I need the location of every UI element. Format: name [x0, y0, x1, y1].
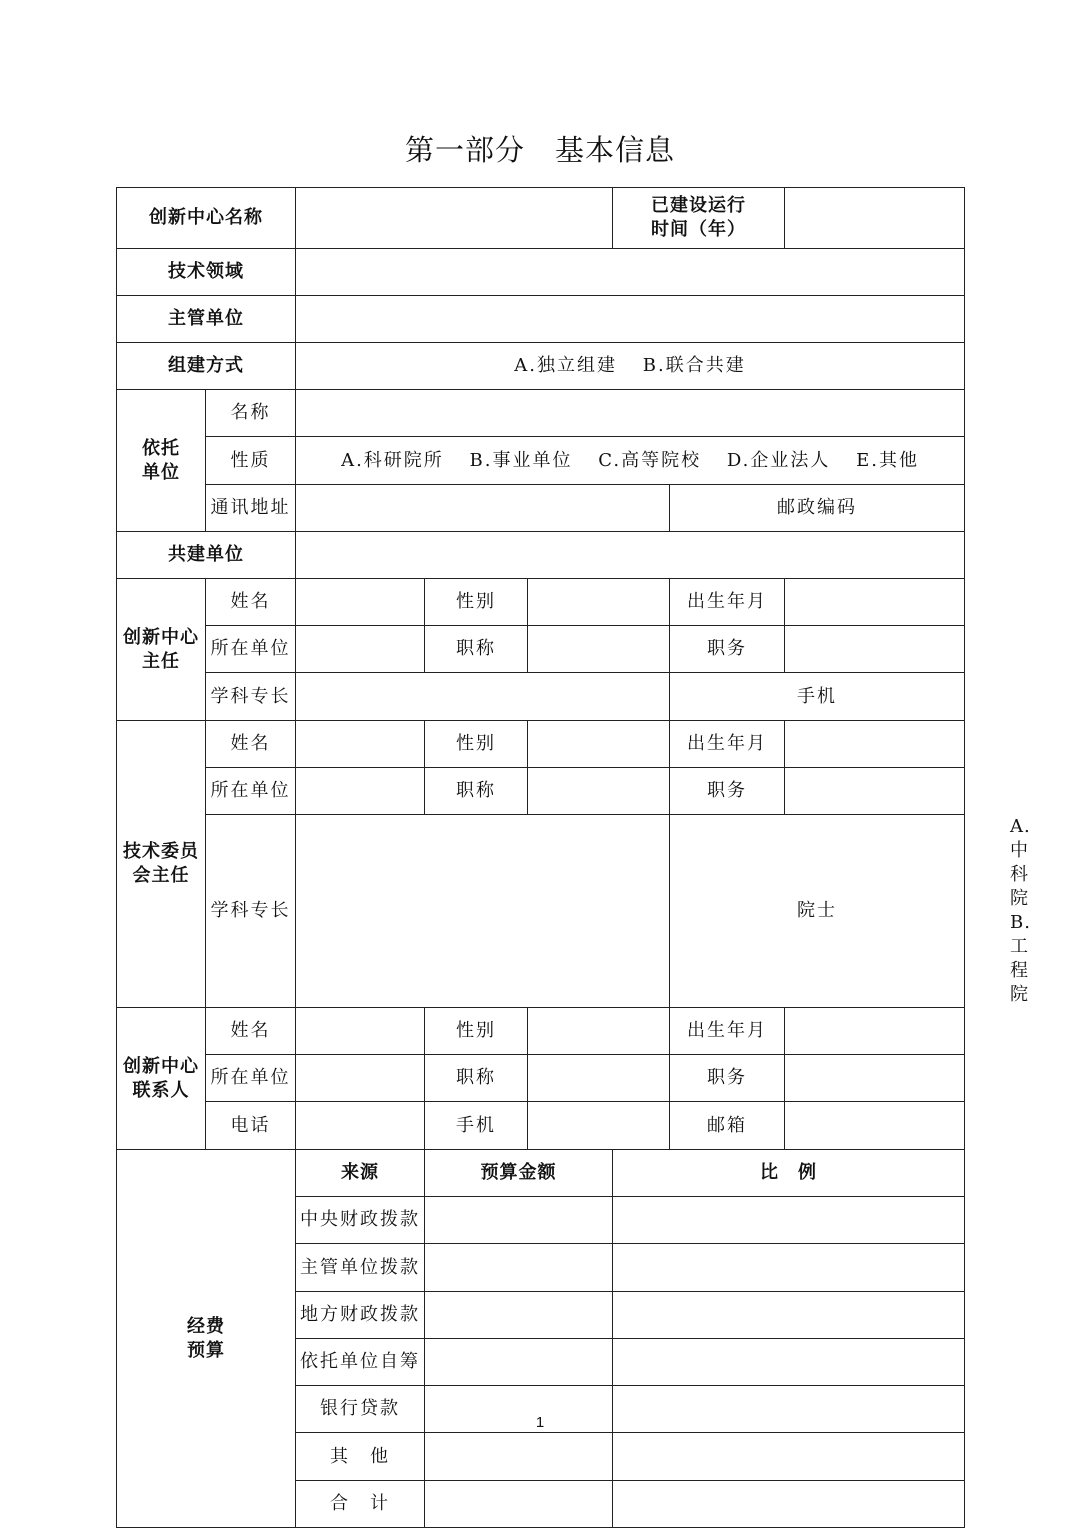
director-position-label: 职务: [670, 626, 785, 673]
contact-title-label: 职称: [425, 1055, 528, 1102]
page-title: 第一部分 基本信息: [404, 133, 675, 167]
budget-amount-field[interactable]: [425, 1197, 613, 1244]
budget-ratio-field[interactable]: [613, 1197, 965, 1244]
run-time-label: [613, 188, 785, 249]
director-gender-field[interactable]: [528, 579, 670, 626]
chair-gender-field[interactable]: [528, 721, 670, 768]
host-unit-group-label: [117, 390, 206, 532]
director-group-line1: 创新中心: [123, 626, 199, 648]
nature-option-b[interactable]: B.事业单位: [469, 449, 573, 471]
center-name-label: 创新中心名称: [117, 188, 296, 249]
director-name-label: 姓名: [206, 579, 296, 626]
contact-gender-field[interactable]: [528, 1008, 670, 1055]
build-mode-option-a[interactable]: A.独立组建: [514, 355, 618, 376]
budget-ratio-field[interactable]: [613, 1433, 965, 1481]
director-name-field[interactable]: [296, 579, 425, 626]
director-birth-label: 出生年月: [670, 579, 785, 626]
contact-email-field[interactable]: [785, 1102, 965, 1150]
contact-position-field[interactable]: [785, 1055, 965, 1102]
host-unit-group-line2: 单位: [142, 461, 180, 483]
contact-name-label: 姓名: [206, 1008, 296, 1055]
committee-chair-group-label: [117, 721, 206, 1008]
co-builder-field[interactable]: [296, 532, 965, 579]
budget-source: 合 计: [296, 1481, 425, 1528]
contact-group-line1: 创新中心: [123, 1055, 199, 1077]
budget-amount-field[interactable]: [425, 1481, 613, 1528]
budget-amount-field[interactable]: [425, 1339, 613, 1386]
director-gender-label: 性别: [425, 579, 528, 626]
chair-specialty-field[interactable]: [296, 815, 670, 1008]
run-time-label-line1: 已建设运行: [651, 195, 747, 216]
host-name-field[interactable]: [296, 390, 965, 437]
nature-option-a[interactable]: A.科研院所: [341, 449, 444, 471]
committee-chair-group-line2: 会主任: [132, 865, 190, 886]
contact-email-label: 邮箱: [670, 1102, 785, 1150]
contact-mobile-label: 手机: [425, 1102, 528, 1150]
chair-org-label: 所在单位: [206, 768, 296, 815]
chair-name-field[interactable]: [296, 721, 425, 768]
director-org-field[interactable]: [296, 626, 425, 673]
chair-position-field[interactable]: [785, 768, 965, 815]
host-address-label: 通讯地址: [206, 485, 296, 532]
contact-phone-label: 电话: [206, 1102, 296, 1150]
budget-header-ratio: 比 例: [613, 1150, 965, 1197]
basic-info-table: 创新中心名称 已建设运行 时间（年） 技术领域 主管单位 组建方式 A.独立组建 B.联合共建 依托 单位 名称 性质 A.科研院所 B.事业单位 C.高等院校 D.企业法人 E.其他 通讯地址 邮政编码 共建单位 创新中心 主任 姓名 性别 出生年月 所在单位 职称 职务 学科专长 手机 技术委员 会主任 姓名 性别 出生年月 所在单位 职称 职务 学科专长 院士 A. 中科院 B. 工程院 创新中心 联系人 姓名 性别 出生年月 所在单位 职称 职务 电话 手机 邮箱 经费 预算 来源 预算金额 比 例 中央财政拨款 主管单位拨款 地方财政拨款 依托单位自筹 银行贷款 其 他 合 计: [116, 187, 965, 1528]
budget-header-amount: 预算金额: [425, 1150, 613, 1197]
run-time-label-line2: 时间（年）: [651, 219, 747, 240]
budget-amount-field[interactable]: [425, 1433, 613, 1481]
budget-source: 银行贷款: [296, 1386, 425, 1433]
contact-position-label: 职务: [670, 1055, 785, 1102]
chair-specialty-label: 学科专长: [206, 815, 296, 1008]
contact-org-field[interactable]: [296, 1055, 425, 1102]
contact-birth-label: 出生年月: [670, 1008, 785, 1055]
center-name-field[interactable]: [296, 188, 613, 249]
host-nature-label: 性质: [206, 437, 296, 485]
budget-ratio-field[interactable]: [613, 1244, 965, 1292]
chair-birth-label: 出生年月: [670, 721, 785, 768]
contact-birth-field[interactable]: [785, 1008, 965, 1055]
build-mode-options[interactable]: [296, 343, 965, 390]
chair-org-field[interactable]: [296, 768, 425, 815]
contact-org-label: 所在单位: [206, 1055, 296, 1102]
budget-ratio-field[interactable]: [613, 1339, 965, 1386]
nature-option-e[interactable]: E.其他: [856, 449, 919, 471]
budget-header-source: 来源: [296, 1150, 425, 1197]
budget-source: 其 他: [296, 1433, 425, 1481]
budget-ratio-field[interactable]: [613, 1292, 965, 1339]
run-time-field[interactable]: [785, 188, 965, 249]
budget-source: 地方财政拨款: [296, 1292, 425, 1339]
committee-chair-group-line1: 技术委员: [123, 841, 199, 862]
host-address-field[interactable]: [296, 485, 670, 532]
budget-source: 依托单位自筹: [296, 1339, 425, 1386]
chair-title-field[interactable]: [528, 768, 670, 815]
build-mode-option-b[interactable]: B.联合共建: [642, 355, 746, 376]
director-position-field[interactable]: [785, 626, 965, 673]
chair-academician-label: 院士: [670, 815, 965, 1008]
budget-group-label: [117, 1150, 296, 1528]
director-birth-field[interactable]: [785, 579, 965, 626]
nature-option-c[interactable]: C.高等院校: [598, 449, 702, 471]
host-unit-group-line1: 依托: [142, 437, 180, 459]
nature-option-d[interactable]: D.企业法人: [726, 449, 831, 471]
chair-birth-field[interactable]: [785, 721, 965, 768]
chair-title-label: 职称: [425, 768, 528, 815]
budget-source: 中央财政拨款: [296, 1197, 425, 1244]
supervisor-field[interactable]: [296, 296, 965, 343]
director-org-label: 所在单位: [206, 626, 296, 673]
host-nature-options[interactable]: [296, 437, 965, 485]
chair-position-label: 职务: [670, 768, 785, 815]
budget-source: 主管单位拨款: [296, 1244, 425, 1292]
chair-name-label: 姓名: [206, 721, 296, 768]
contact-mobile-field[interactable]: [528, 1102, 670, 1150]
director-group-line2: 主任: [142, 650, 180, 672]
build-mode-label: 组建方式: [117, 343, 296, 390]
host-postcode-label: 邮政编码: [670, 485, 965, 532]
budget-group-line1: 经费: [187, 1315, 225, 1337]
supervisor-label: 主管单位: [117, 296, 296, 343]
director-specialty-field[interactable]: [296, 673, 670, 721]
budget-amount-field[interactable]: [425, 1244, 613, 1292]
director-group-label: [117, 579, 206, 721]
contact-group-line2: 联系人: [132, 1079, 190, 1101]
page-number: 1: [535, 1414, 545, 1431]
tech-field-label: 技术领域: [117, 249, 296, 296]
director-title-field[interactable]: [528, 626, 670, 673]
budget-amount-field[interactable]: [425, 1292, 613, 1339]
chair-gender-label: 性别: [425, 721, 528, 768]
director-specialty-label: 学科专长: [206, 673, 296, 721]
budget-ratio-field[interactable]: [613, 1481, 965, 1528]
co-builder-label: 共建单位: [117, 532, 296, 579]
director-title-label: 职称: [425, 626, 528, 673]
contact-gender-label: 性别: [425, 1008, 528, 1055]
contact-name-field[interactable]: [296, 1008, 425, 1055]
contact-group-label: [117, 1008, 206, 1150]
director-mobile-label: 手机: [670, 673, 965, 721]
host-name-label: 名称: [206, 390, 296, 437]
contact-title-field[interactable]: [528, 1055, 670, 1102]
budget-group-line2: 预算: [187, 1339, 225, 1361]
contact-phone-field[interactable]: [296, 1102, 425, 1150]
tech-field-field[interactable]: [296, 249, 965, 296]
